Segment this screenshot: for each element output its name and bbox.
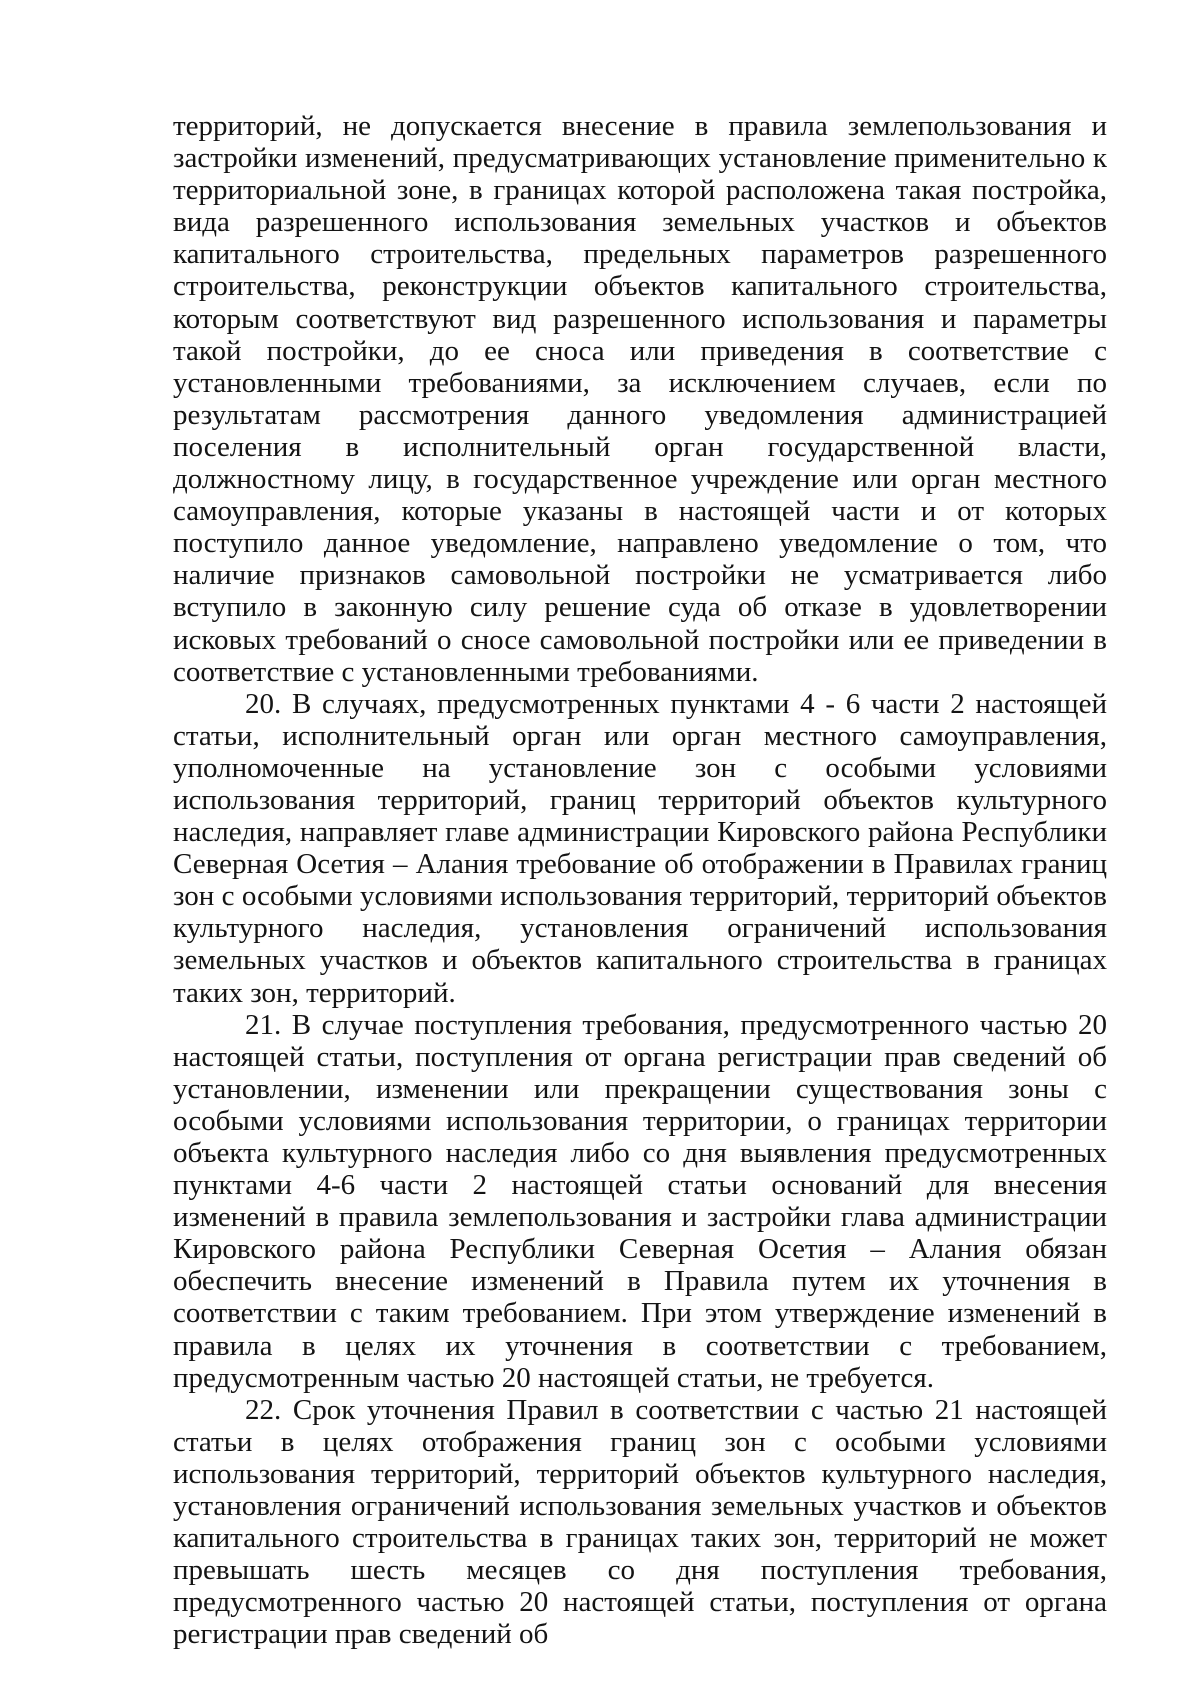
paragraph-item-20: 20. В случаях, предусмотренных пунктами 4 - 6 части 2 настоящей статьи, исполнительный орган или орган местного самоуправления, уполномоченные на установление зон с особыми условиями использования территорий, границ территорий объектов культурного наследия, направляет главе администрации Кировского района Республики Северная Осетия – Алания требование об отображении в Правилах границ зон с особыми условиями использования территорий, территорий объектов культурного наследия, установления ограничений использования земельных участков и объектов капитального строительства в границах таких зон, территорий. [173,687,1107,1009]
paragraph-item-21: 21. В случае поступления требования, предусмотренного частью 20 настоящей статьи, поступления от органа регистрации прав сведений об установлении, изменении или прекращении существования зоны с особыми условиями использования территории, о границах территории объекта культурного наследия либо со дня выявления предусмотренных пунктами 4-6 части 2 настоящей статьи оснований для внесения изменений в правила землепользования и застройки глава администрации Кировского района Республики Северная Осетия – Алания обязан обеспечить внесение изменений в Правила путем их уточнения в соответствии с таким требованием. При этом утверждение изменений в правила в целях их уточнения в соответствии с требованием, предусмотренным частью 20 настоящей статьи, не требуется. [173,1008,1107,1394]
document-page [173,110,1107,1651]
paragraph-item-22: 22. Срок уточнения Правил в соответствии с частью 21 настоящей статьи в целях отображения границ зон с особыми условиями использования территорий, территорий объектов культурного наследия, установления ограничений использования земельных участков и объектов капитального строительства в границах таких зон, территорий не может превышать шесть месяцев со дня поступления требования, предусмотренного частью 20 настоящей статьи, поступления от органа регистрации прав сведений об [173,1393,1107,1651]
paragraph-continuation: территорий, не допускается внесение в правила землепользования и застройки изменений, предусматривающих установление применительно к территориальной зоне, в границах которой расположена такая постройка, вида разрешенного использования земельных участков и объектов капитального строительства, предельных параметров разрешенного строительства, реконструкции объектов капитального строительства, которым соответствуют вид разрешенного использования и параметры такой постройки, до ее сноса или приведения в соответствие с установленными требованиями, за исключением случаев, если по результатам рассмотрения данного уведомления администрацией поселения в исполнительный орган государственной власти, должностному лицу, в государственное учреждение или орган местного самоуправления, которые указаны в настоящей части и от которых поступило данное уведомление, направлено уведомление о том, что наличие признаков самовольной постройки не усматривается либо вступило в законную силу решение суда об отказе в удовлетворении исковых требований о сносе самовольной постройки или ее приведении в соответствие с установленными требованиями. [173,110,1107,688]
